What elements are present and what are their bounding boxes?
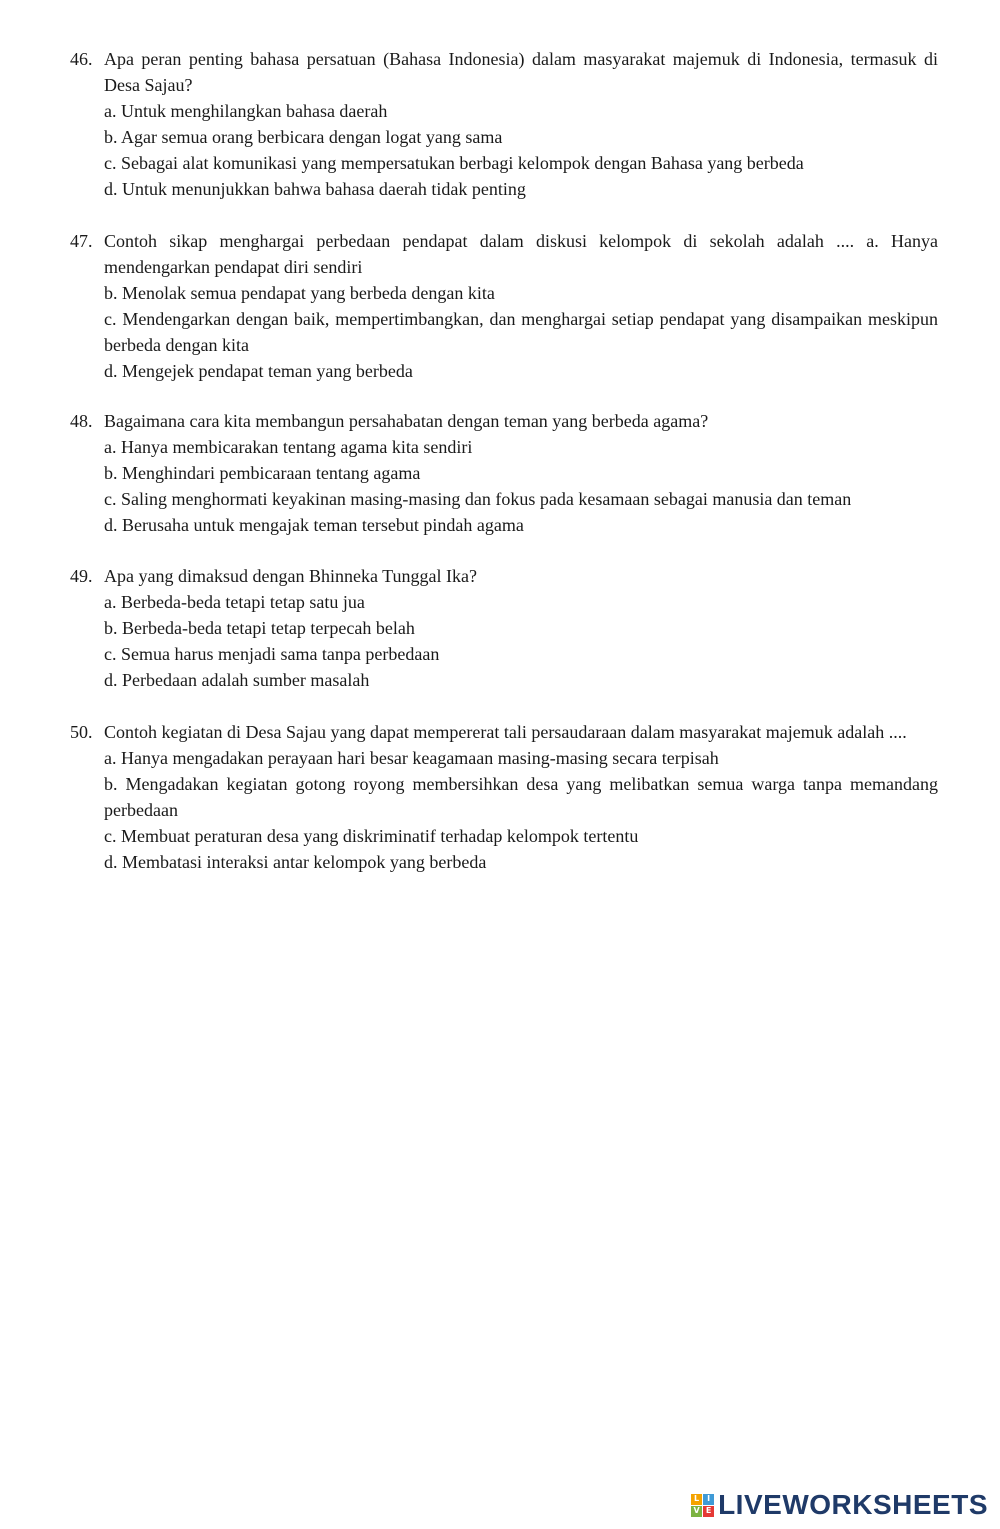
question-number: 50. (70, 722, 93, 742)
option-d[interactable]: d. Mengejek pendapat teman yang berbeda (104, 361, 413, 381)
option-a[interactable]: a. Hanya mengadakan perayaan hari besar keagamaan masing-masing secara terpisah (104, 748, 719, 768)
liveworksheets-brand (691, 1489, 988, 1521)
option-b[interactable]: b. Menghindari pembicaraan tentang agama (104, 463, 421, 483)
option-c[interactable]: c. Membuat peraturan desa yang diskriminatif terhadap kelompok tertentu (104, 826, 639, 846)
option-b[interactable]: b. Agar semua orang berbicara dengan logat yang sama (104, 127, 503, 147)
question-48 (70, 408, 938, 538)
question-text: Contoh sikap menghargai perbedaan pendapat dalam diskusi kelompok di sekolah adalah .... a. Hanya mendengarkan pendapat diri sendiri (104, 231, 938, 277)
question-number: 48. (70, 411, 93, 431)
option-d[interactable]: d. Perbedaan adalah sumber masalah (104, 670, 370, 690)
question-49 (70, 563, 938, 693)
question-text: Bagaimana cara kita membangun persahabatan dengan teman yang berbeda agama? (104, 411, 709, 431)
option-a[interactable]: a. Berbeda-beda tetapi tetap satu jua (104, 592, 365, 612)
option-d[interactable]: d. Untuk menunjukkan bahwa bahasa daerah tidak penting (104, 179, 526, 199)
question-46 (70, 46, 938, 202)
question-text: Contoh kegiatan di Desa Sajau yang dapat mempererat tali persaudaraan dalam masyarakat majemuk adalah .... (104, 722, 907, 742)
option-c[interactable]: c. Sebagai alat komunikasi yang mempersatukan berbagi kelompok dengan Bahasa yang berbeda (104, 153, 804, 173)
logo-tile: V (691, 1506, 702, 1517)
logo-tile: E (703, 1506, 714, 1517)
option-c[interactable]: c. Saling menghormati keyakinan masing-masing dan fokus pada kesamaan sebagai manusia dan teman (104, 489, 852, 509)
option-a[interactable]: a. Untuk menghilangkan bahasa daerah (104, 101, 388, 121)
option-d[interactable]: d. Membatasi interaksi antar kelompok yang berbeda (104, 852, 487, 872)
question-text: Apa peran penting bahasa persatuan (Bahasa Indonesia) dalam masyarakat majemuk di Indonesia, termasuk di Desa Sajau? (104, 49, 938, 95)
question-50 (70, 719, 938, 875)
question-number: 49. (70, 566, 93, 586)
option-d[interactable]: d. Berusaha untuk mengajak teman tersebut pindah agama (104, 515, 524, 535)
question-number: 47. (70, 231, 93, 251)
liveworksheets-logo-icon (691, 1494, 714, 1517)
question-number: 46. (70, 49, 93, 69)
option-c[interactable]: c. Semua harus menjadi sama tanpa perbedaan (104, 644, 440, 664)
question-text: Apa yang dimaksud dengan Bhinneka Tunggal Ika? (104, 566, 477, 586)
brand-name: LIVEWORKSHEETS (718, 1489, 988, 1520)
logo-tile: I (703, 1494, 714, 1505)
logo-tile: L (691, 1494, 702, 1505)
option-b[interactable]: b. Mengadakan kegiatan gotong royong membersihkan desa yang melibatkan semua warga tanpa memandang perbedaan (104, 774, 938, 820)
option-a[interactable]: a. Hanya membicarakan tentang agama kita sendiri (104, 437, 473, 457)
question-47 (70, 228, 938, 384)
option-b[interactable]: b. Berbeda-beda tetapi tetap terpecah belah (104, 618, 415, 638)
option-b[interactable]: b. Menolak semua pendapat yang berbeda dengan kita (104, 283, 495, 303)
option-c[interactable]: c. Mendengarkan dengan baik, mempertimbangkan, dan menghargai setiap pendapat yang disampaikan meskipun berbeda dengan kita (104, 309, 938, 355)
